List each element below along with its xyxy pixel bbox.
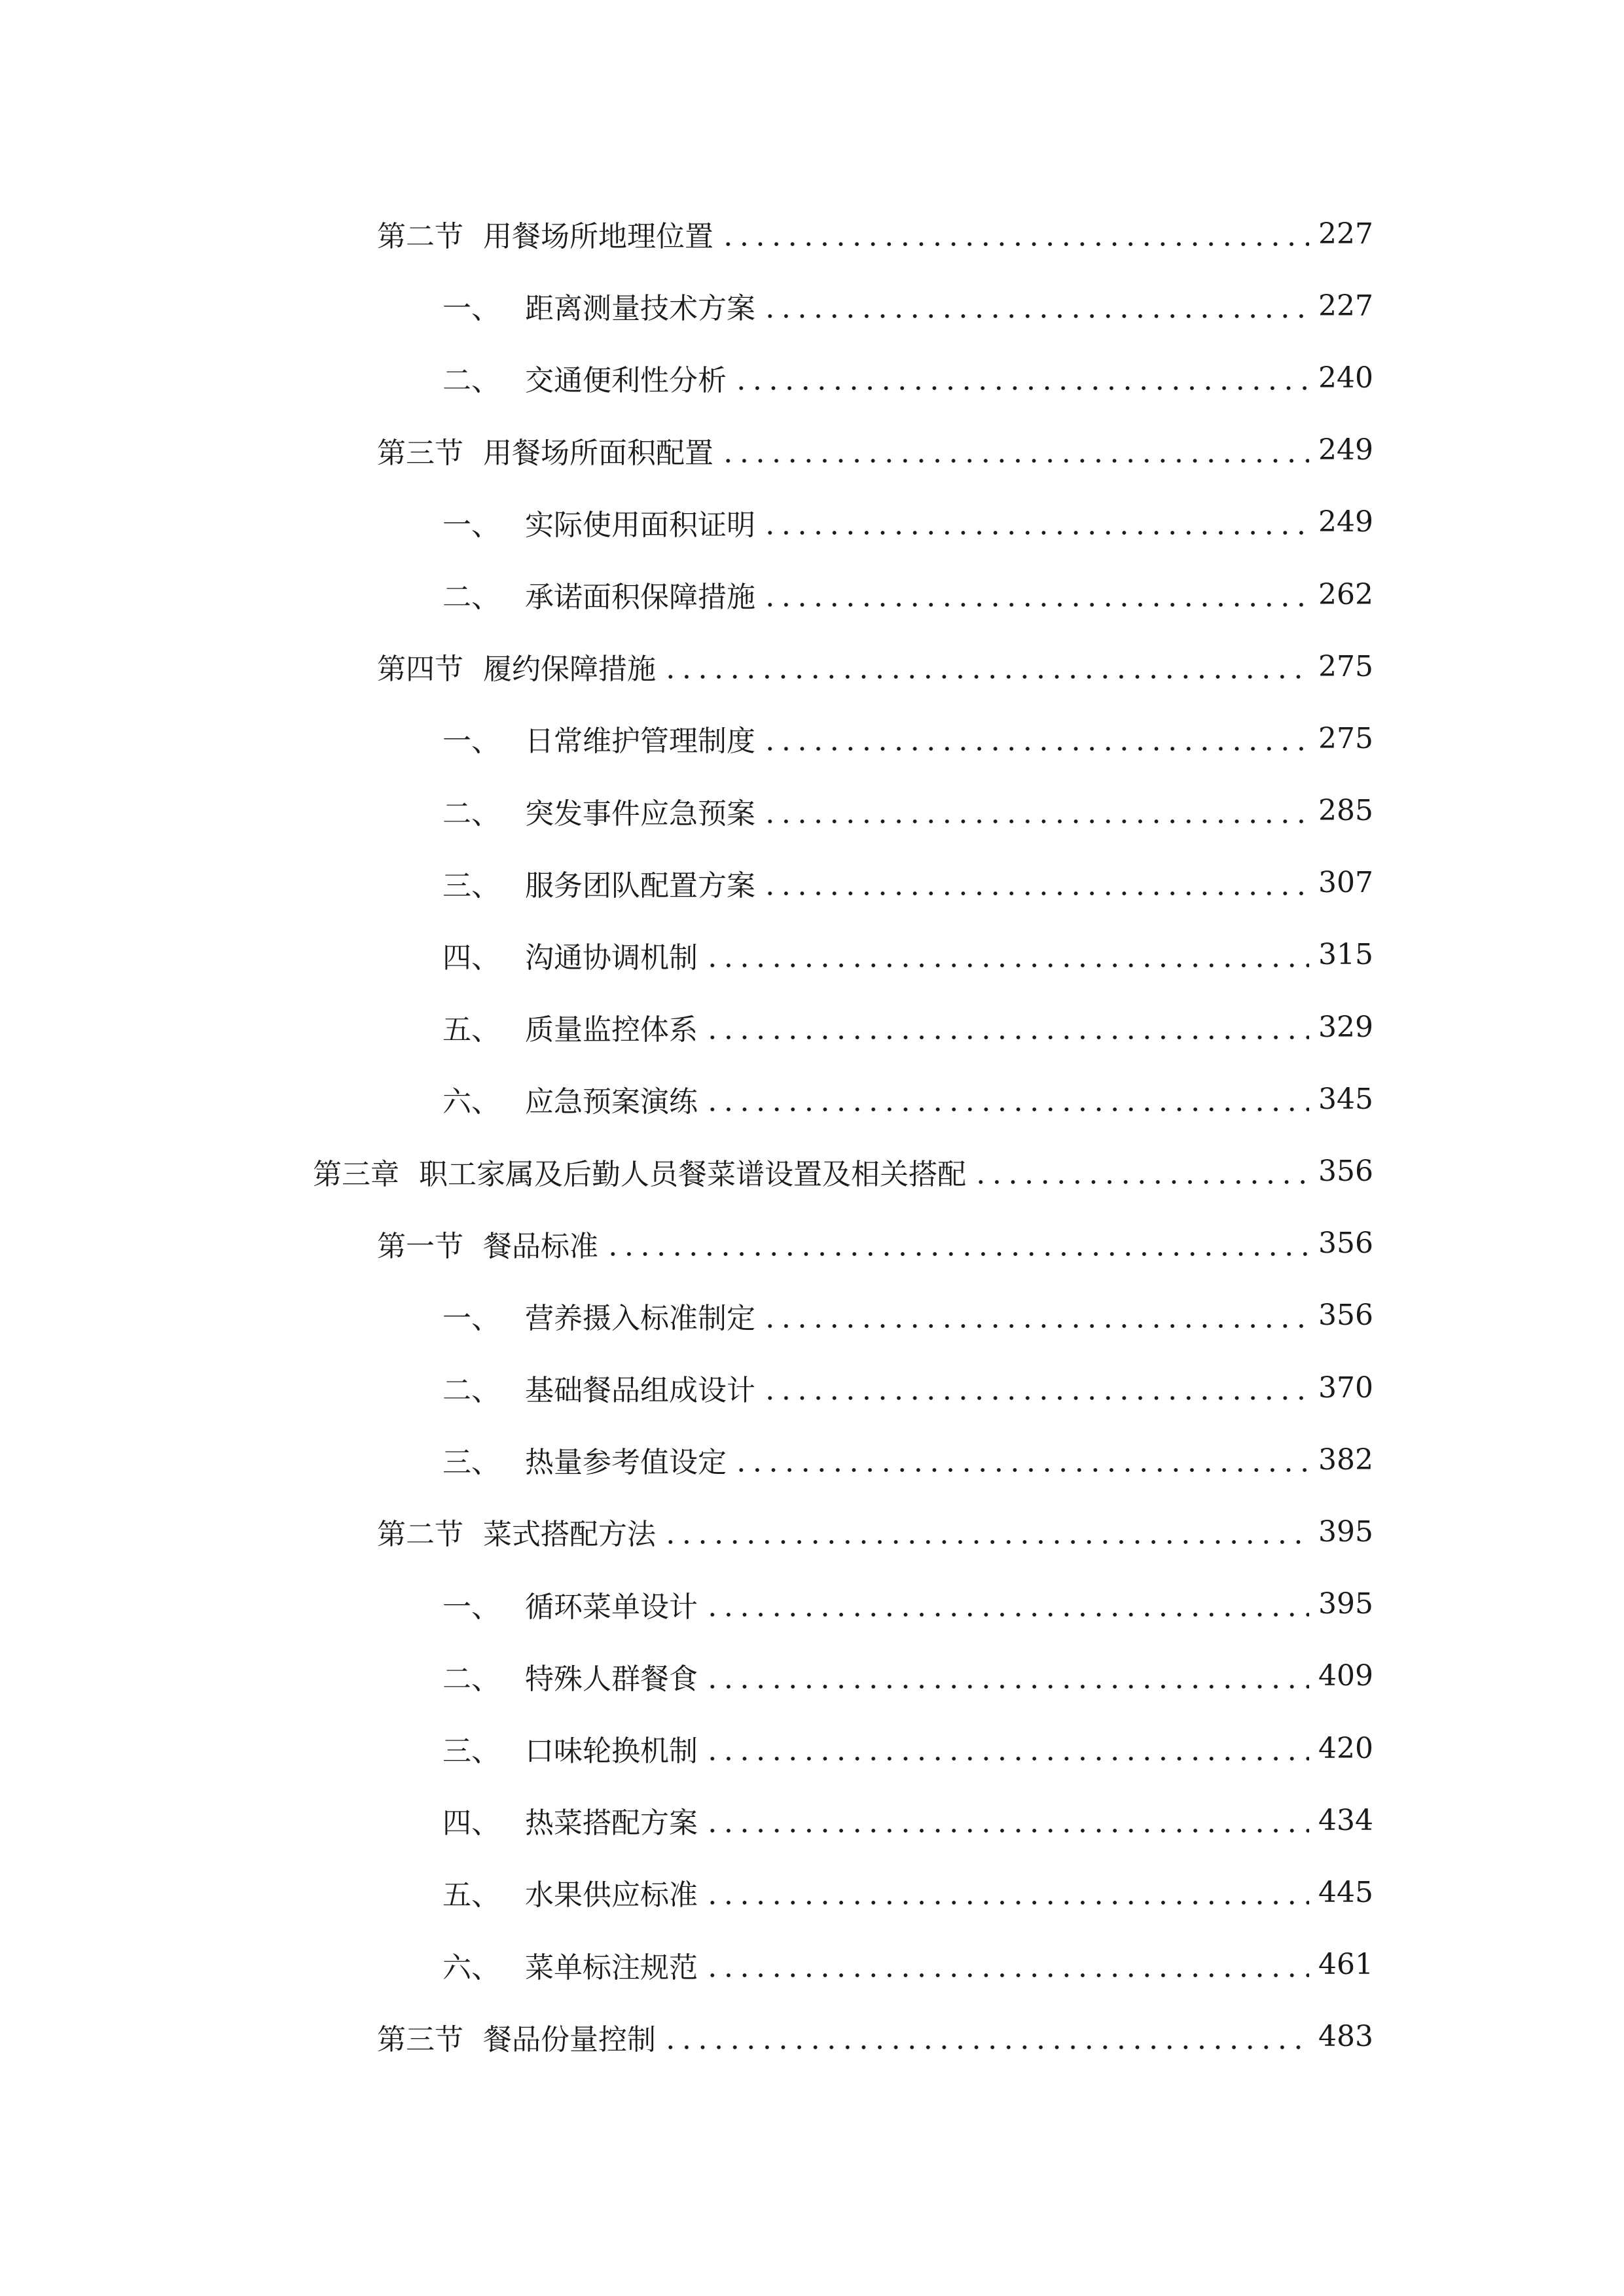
toc-entry-number: 第三节 [377, 436, 463, 470]
toc-entry-page-number: 275 [1318, 649, 1373, 683]
toc-entry-label [377, 1223, 598, 1265]
toc-entry-page-number: 434 [1318, 1803, 1373, 1837]
toc-entry-label [442, 1439, 727, 1480]
dot-leader [662, 2022, 1309, 2051]
toc-entry[interactable] [0, 775, 1624, 847]
dot-leader [762, 1373, 1309, 1402]
dot-leader [704, 941, 1309, 969]
dot-leader [762, 508, 1309, 537]
toc-entry-page-number: 275 [1318, 721, 1373, 755]
toc-entry-label [442, 1727, 698, 1769]
toc-entry-title: 热量参考值设定 [525, 1446, 727, 1480]
toc-entry[interactable] [0, 919, 1624, 991]
toc-entry-number: 五、 [442, 1878, 500, 1912]
toc-entry-page-number: 249 [1318, 505, 1373, 539]
toc-entry-title: 交通便利性分析 [525, 364, 727, 398]
toc-entry-title: 沟通协调机制 [525, 941, 698, 975]
toc-entry-title: 餐品标准 [483, 1229, 598, 1263]
toc-entry-page-number: 461 [1318, 1948, 1373, 1982]
toc-entry-label [377, 2016, 656, 2058]
toc-entry[interactable] [0, 342, 1624, 414]
toc-entry-label [377, 213, 713, 255]
toc-entry-number: 二、 [442, 581, 500, 615]
toc-entry-page-number: 285 [1318, 794, 1373, 828]
toc-entry[interactable] [0, 702, 1624, 774]
toc-entry-page-number: 227 [1318, 217, 1373, 251]
toc-entry-label [442, 501, 755, 543]
toc-entry-number: 二、 [442, 797, 500, 831]
toc-entry-number: 一、 [442, 725, 500, 759]
toc-entry-title: 菜单标注规范 [525, 1950, 698, 1984]
toc-entry-title: 履约保障措施 [483, 653, 656, 687]
toc-entry-number: 六、 [442, 1085, 500, 1119]
toc-entry-label [442, 573, 755, 615]
toc-entry-label [442, 1583, 698, 1625]
toc-entry-title: 实际使用面积证明 [525, 508, 755, 542]
toc-entry-number: 第二节 [377, 220, 463, 254]
toc-entry-number: 四、 [442, 941, 500, 975]
toc-entry-label [442, 1006, 698, 1048]
toc-entry-number: 一、 [442, 508, 500, 542]
dot-leader [662, 652, 1309, 681]
toc-entry-page-number: 445 [1318, 1875, 1373, 1909]
toc-entry-title: 承诺面积保障措施 [525, 581, 755, 615]
toc-entry-title: 突发事件应急预案 [525, 797, 755, 831]
dot-leader [720, 219, 1309, 248]
toc-entry-title: 特殊人群餐食 [525, 1662, 698, 1696]
toc-entry[interactable] [0, 558, 1624, 630]
toc-entry-page-number: 382 [1318, 1443, 1373, 1477]
toc-entry-number: 三、 [442, 869, 500, 903]
toc-entry-page-number: 262 [1318, 577, 1373, 611]
table-of-contents [0, 198, 1624, 2073]
toc-entry-page-number: 370 [1318, 1371, 1373, 1405]
toc-entry[interactable] [0, 2001, 1624, 2073]
toc-entry-label [442, 357, 727, 399]
toc-entry-number: 四、 [442, 1806, 500, 1840]
toc-entry-number: 六、 [442, 1950, 500, 1984]
toc-entry-title: 日常维护管理制度 [525, 725, 755, 759]
toc-entry-page-number: 356 [1318, 1155, 1373, 1189]
toc-entry-number: 三、 [442, 1446, 500, 1480]
toc-entry-label [442, 1871, 698, 1913]
toc-entry[interactable] [0, 270, 1624, 342]
toc-entry-page-number: 409 [1318, 1659, 1373, 1693]
toc-entry-label [442, 1367, 755, 1408]
toc-entry-title: 距离测量技术方案 [525, 292, 755, 326]
dot-leader [762, 580, 1309, 609]
toc-entry-title: 用餐场所面积配置 [483, 436, 713, 470]
dot-leader [704, 1950, 1309, 1979]
toc-entry-page-number: 315 [1318, 938, 1373, 972]
toc-entry[interactable] [0, 1568, 1624, 1640]
toc-entry-number: 二、 [442, 364, 500, 398]
toc-entry-title: 基础餐品组成设计 [525, 1374, 755, 1408]
toc-entry-page-number: 483 [1318, 2020, 1373, 2054]
toc-entry-number: 三、 [442, 1734, 500, 1768]
toc-entry-number: 第四节 [377, 653, 463, 687]
toc-entry[interactable] [0, 1208, 1624, 1280]
toc-entry[interactable] [0, 1640, 1624, 1712]
toc-entry[interactable] [0, 1063, 1624, 1135]
toc-entry-number: 一、 [442, 292, 500, 326]
toc-entry-number: 第三章 [313, 1157, 399, 1191]
toc-entry[interactable] [0, 1856, 1624, 1928]
dot-leader [720, 436, 1309, 465]
toc-entry-label [377, 429, 713, 471]
dot-leader [704, 1013, 1309, 1041]
toc-entry-number: 二、 [442, 1374, 500, 1408]
toc-entry-label [442, 717, 755, 759]
dot-leader [762, 724, 1309, 753]
toc-entry-page-number: 356 [1318, 1299, 1373, 1333]
toc-entry-title: 营养摄入标准制定 [525, 1301, 755, 1335]
toc-entry-title: 口味轮换机制 [525, 1734, 698, 1768]
toc-entry-title: 应急预案演练 [525, 1085, 698, 1119]
toc-entry-label [442, 1944, 698, 1986]
toc-entry-label [313, 1151, 966, 1193]
toc-entry-page-number: 307 [1318, 866, 1373, 900]
toc-entry[interactable] [0, 630, 1624, 702]
dot-leader [704, 1085, 1309, 1113]
toc-entry[interactable] [0, 1352, 1624, 1424]
dot-leader [704, 1806, 1309, 1835]
toc-entry-page-number: 420 [1318, 1731, 1373, 1765]
toc-entry-page-number: 345 [1318, 1082, 1373, 1116]
dot-leader [973, 1157, 1309, 1186]
toc-entry-number: 第二节 [377, 1518, 463, 1552]
toc-entry-label [442, 285, 755, 327]
toc-entry-label [442, 790, 755, 832]
dot-leader [605, 1229, 1309, 1258]
toc-entry[interactable] [0, 1784, 1624, 1856]
toc-entry-label [442, 1799, 698, 1841]
dot-leader [762, 797, 1309, 825]
toc-entry-page-number: 395 [1318, 1515, 1373, 1549]
toc-entry-number: 第一节 [377, 1229, 463, 1263]
toc-entry-page-number: 240 [1318, 361, 1373, 395]
dot-leader [704, 1878, 1309, 1907]
toc-entry-label [377, 1511, 656, 1552]
toc-entry-title: 质量监控体系 [525, 1013, 698, 1047]
toc-entry-label [442, 1078, 698, 1120]
toc-entry-title: 职工家属及后勤人员餐菜谱设置及相关搭配 [419, 1157, 966, 1191]
dot-leader [704, 1590, 1309, 1619]
toc-entry-page-number: 227 [1318, 289, 1373, 323]
toc-entry-number: 一、 [442, 1301, 500, 1335]
toc-entry-page-number: 356 [1318, 1227, 1373, 1261]
toc-entry[interactable] [0, 991, 1624, 1063]
toc-entry[interactable] [0, 1929, 1624, 2001]
toc-entry-label [442, 1655, 698, 1697]
dot-leader [733, 363, 1309, 392]
toc-entry-label [442, 1295, 755, 1336]
toc-entry-number: 一、 [442, 1590, 500, 1624]
toc-entry-title: 用餐场所地理位置 [483, 220, 713, 254]
dot-leader [762, 869, 1309, 897]
toc-entry[interactable] [0, 414, 1624, 486]
toc-entry[interactable] [0, 1280, 1624, 1352]
toc-entry-number: 二、 [442, 1662, 500, 1696]
toc-entry-title: 热菜搭配方案 [525, 1806, 698, 1840]
toc-entry[interactable] [0, 1712, 1624, 1784]
toc-entry[interactable] [0, 198, 1624, 270]
toc-entry-number: 第三节 [377, 2022, 463, 2056]
toc-entry-page-number: 249 [1318, 433, 1373, 467]
toc-entry[interactable] [0, 1135, 1624, 1207]
dot-leader [762, 1301, 1309, 1330]
toc-entry[interactable] [0, 486, 1624, 558]
toc-entry-title: 水果供应标准 [525, 1878, 698, 1912]
dot-leader [704, 1662, 1309, 1691]
dot-leader [733, 1445, 1309, 1474]
toc-entry-title: 菜式搭配方法 [483, 1518, 656, 1552]
toc-entry-label [377, 645, 656, 687]
toc-entry-page-number: 329 [1318, 1010, 1373, 1044]
toc-entry-label [442, 934, 698, 976]
dot-leader [704, 1734, 1309, 1763]
dot-leader [762, 291, 1309, 320]
toc-entry-title: 循环菜单设计 [525, 1590, 698, 1624]
toc-entry-number: 五、 [442, 1013, 500, 1047]
toc-entry[interactable] [0, 1424, 1624, 1496]
toc-entry[interactable] [0, 847, 1624, 919]
toc-entry-page-number: 395 [1318, 1587, 1373, 1621]
toc-entry[interactable] [0, 1496, 1624, 1568]
toc-entry-label [442, 862, 755, 904]
toc-entry-title: 服务团队配置方案 [525, 869, 755, 903]
dot-leader [662, 1517, 1309, 1546]
toc-entry-title: 餐品份量控制 [483, 2022, 656, 2056]
